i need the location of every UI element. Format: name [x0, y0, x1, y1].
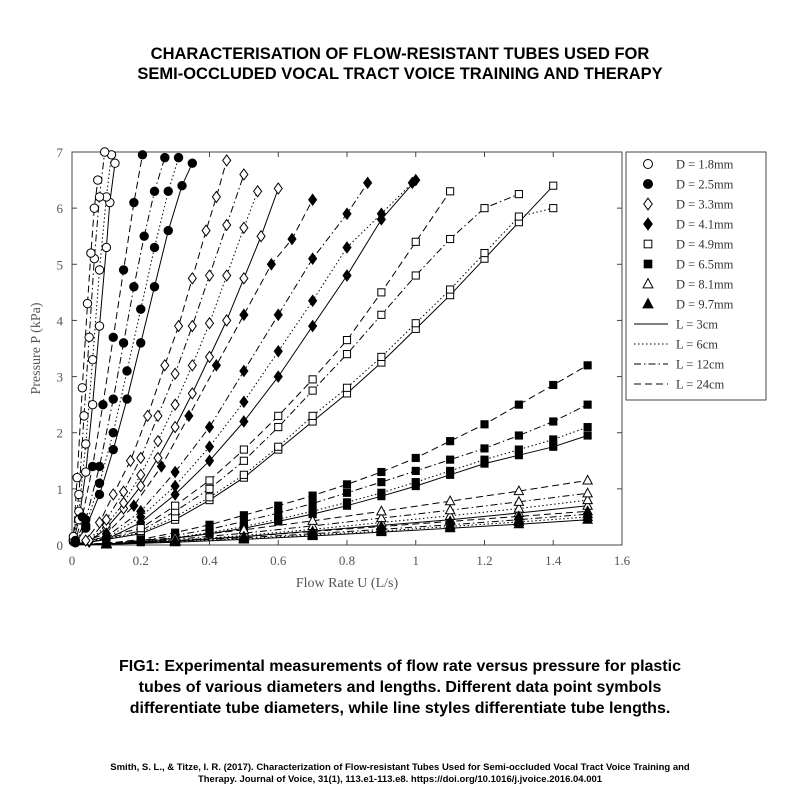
- data-point: [584, 424, 591, 431]
- legend: [626, 152, 766, 400]
- data-point: [481, 456, 488, 463]
- data-point: [109, 429, 117, 437]
- data-point: [73, 473, 81, 481]
- data-point: [309, 387, 316, 394]
- data-point: [309, 500, 316, 507]
- data-point: [126, 455, 134, 466]
- data-point: [412, 467, 419, 474]
- x-axis-label: Flow Rate U (L/s): [295, 576, 399, 591]
- legend-label: D = 8.1mm: [676, 277, 734, 292]
- data-point: [550, 205, 557, 212]
- data-point: [175, 321, 183, 332]
- data-point: [257, 231, 265, 242]
- citation: [30, 762, 770, 786]
- data-point: [82, 440, 90, 448]
- data-point: [309, 194, 317, 205]
- data-point: [412, 238, 419, 245]
- data-point: [130, 283, 138, 291]
- data-point: [447, 438, 454, 445]
- data-point: [288, 234, 296, 245]
- data-point: [138, 151, 146, 159]
- data-point: [96, 517, 104, 528]
- data-point: [150, 187, 158, 195]
- data-point: [109, 395, 117, 403]
- data-point: [378, 353, 385, 360]
- series-line: [72, 194, 519, 545]
- y-tick-label: 5: [56, 257, 63, 273]
- data-point: [188, 388, 196, 399]
- data-point: [88, 462, 96, 470]
- data-point: [206, 351, 214, 362]
- data-point: [71, 536, 79, 544]
- x-tick-label: 1.6: [613, 553, 631, 568]
- data-point: [202, 225, 210, 236]
- data-point: [240, 273, 248, 284]
- data-point: [309, 412, 316, 419]
- data-point: [95, 322, 103, 330]
- data-point: [188, 273, 196, 284]
- series-line: [72, 405, 588, 545]
- legend-label: D = 4.9mm: [676, 237, 734, 252]
- data-point: [88, 356, 96, 364]
- y-tick-label: 4: [56, 313, 63, 329]
- data-point: [309, 508, 316, 515]
- data-point: [223, 315, 231, 326]
- y-tick-label: 3: [56, 369, 63, 385]
- legend-label: D = 1.8mm: [676, 157, 734, 172]
- data-point: [137, 339, 145, 347]
- data-point: [309, 492, 316, 499]
- data-point: [109, 445, 117, 453]
- data-point: [275, 443, 282, 450]
- series-line: [72, 427, 588, 545]
- data-point: [550, 436, 557, 443]
- data-point: [447, 188, 454, 195]
- figure-title-line-1: CHARACTERISATION OF FLOW-RESISTANT TUBES USED FOR: [150, 45, 650, 63]
- x-tick-label: 0: [68, 553, 76, 568]
- data-point: [95, 479, 103, 487]
- data-point: [174, 153, 182, 161]
- data-point: [378, 468, 385, 475]
- figure-caption-line-2: tubes of various diameters and lengths. Different data point symbols: [138, 679, 662, 696]
- y-tick-label: 1: [56, 481, 63, 497]
- data-point: [240, 396, 248, 407]
- data-point: [378, 479, 385, 486]
- data-point: [378, 289, 385, 296]
- data-point: [206, 521, 213, 528]
- data-point: [343, 481, 350, 488]
- data-point: [343, 242, 351, 253]
- legend-marker: [644, 240, 652, 248]
- data-point: [447, 467, 454, 474]
- data-point: [164, 187, 172, 195]
- y-tick-label: 6: [56, 201, 63, 217]
- data-point: [550, 381, 557, 388]
- data-point: [343, 384, 350, 391]
- data-point: [78, 384, 86, 392]
- legend-label: D = 2.5mm: [676, 177, 734, 192]
- data-point: [161, 153, 169, 161]
- series-markers: [69, 148, 592, 548]
- y-tick-label: 7: [56, 145, 63, 160]
- data-point: [119, 266, 127, 274]
- data-point: [481, 445, 488, 452]
- series-line: [72, 158, 165, 545]
- data-point: [137, 536, 144, 543]
- data-point: [80, 412, 88, 420]
- data-point: [111, 159, 119, 167]
- data-point: [550, 443, 557, 450]
- data-point: [164, 226, 172, 234]
- data-point: [161, 360, 169, 371]
- data-point: [378, 489, 385, 496]
- data-point: [94, 176, 102, 184]
- x-tick-label: 0.6: [270, 553, 287, 568]
- legend-label: L = 6cm: [676, 337, 718, 352]
- data-point: [144, 410, 152, 421]
- data-point: [274, 183, 282, 194]
- data-point: [412, 454, 419, 461]
- data-point: [515, 432, 522, 439]
- data-point: [83, 299, 91, 307]
- legend-label: D = 3.3mm: [676, 197, 734, 212]
- data-point: [150, 243, 158, 251]
- data-point: [481, 205, 488, 212]
- data-point: [188, 360, 196, 371]
- data-point: [447, 456, 454, 463]
- data-point: [171, 368, 179, 379]
- data-point: [95, 490, 103, 498]
- data-point: [515, 191, 522, 198]
- data-point: [223, 155, 231, 166]
- data-point: [515, 401, 522, 408]
- data-point: [240, 222, 248, 233]
- data-point: [99, 400, 107, 408]
- data-point: [343, 499, 350, 506]
- data-point: [171, 422, 179, 433]
- data-point: [171, 399, 179, 410]
- y-axis-label: Pressure P (kPa): [29, 302, 44, 395]
- data-point: [223, 270, 231, 281]
- legend-label: D = 6.5mm: [676, 257, 734, 272]
- data-point: [515, 446, 522, 453]
- data-point: [275, 502, 282, 509]
- data-point: [95, 193, 103, 201]
- legend-label: L = 12cm: [676, 357, 725, 372]
- data-point: [378, 311, 385, 318]
- data-point: [140, 232, 148, 240]
- data-point: [82, 468, 90, 476]
- data-point: [412, 272, 419, 279]
- data-point: [240, 446, 247, 453]
- series-line: [72, 160, 227, 545]
- data-point: [550, 418, 557, 425]
- data-point: [343, 489, 350, 496]
- data-point: [447, 235, 454, 242]
- legend-label: L = 3cm: [676, 317, 718, 332]
- data-point: [584, 432, 591, 439]
- data-point: [137, 305, 145, 313]
- data-point: [254, 186, 262, 197]
- data-point: [123, 367, 131, 375]
- series-line: [72, 175, 244, 546]
- x-tick-label: 1: [412, 553, 419, 568]
- data-point: [240, 309, 248, 320]
- data-point: [583, 475, 592, 484]
- data-point: [206, 485, 213, 492]
- data-point: [364, 177, 372, 188]
- data-point: [550, 182, 557, 189]
- data-point: [240, 169, 248, 180]
- data-point: [240, 457, 247, 464]
- data-point: [343, 351, 350, 358]
- x-tick-label: 0.4: [201, 553, 218, 568]
- figure-caption: [40, 656, 760, 719]
- x-tick-label: 0.8: [338, 553, 356, 568]
- data-point: [90, 204, 98, 212]
- data-point: [275, 412, 282, 419]
- figure-caption-line-3: differentiate tube diameters, while line styles differentiate tube lengths.: [129, 700, 671, 717]
- data-point: [584, 362, 591, 369]
- series-lines: [72, 152, 588, 545]
- y-tick-label: 2: [56, 425, 63, 441]
- x-tick-label: 0.2: [132, 553, 149, 568]
- data-point: [102, 243, 110, 251]
- legend-marker: [644, 160, 653, 169]
- data-point: [154, 436, 162, 447]
- legend-marker: [644, 180, 653, 189]
- data-point: [85, 333, 93, 341]
- data-point: [275, 509, 282, 516]
- data-point: [446, 496, 455, 505]
- data-point: [481, 249, 488, 256]
- data-point: [584, 401, 591, 408]
- data-point: [309, 376, 316, 383]
- data-point: [154, 410, 162, 421]
- data-point: [130, 198, 138, 206]
- data-point: [137, 453, 145, 464]
- data-point: [206, 477, 213, 484]
- data-point: [515, 213, 522, 220]
- data-point: [583, 488, 592, 497]
- data-point: [185, 410, 193, 421]
- data-point: [78, 513, 86, 521]
- data-point: [95, 266, 103, 274]
- data-point: [150, 283, 158, 291]
- data-point: [212, 360, 220, 371]
- legend-label: L = 24cm: [676, 377, 725, 392]
- data-point: [137, 525, 144, 532]
- data-point: [100, 148, 108, 156]
- legend-marker: [644, 260, 652, 268]
- data-point: [447, 286, 454, 293]
- data-point: [223, 220, 231, 231]
- y-tick-label: 0: [56, 538, 63, 553]
- data-point: [206, 494, 213, 501]
- data-point: [240, 471, 247, 478]
- data-point: [88, 400, 96, 408]
- data-point: [172, 502, 179, 509]
- data-point: [119, 339, 127, 347]
- data-point: [481, 421, 488, 428]
- data-point: [123, 395, 131, 403]
- data-point: [206, 318, 214, 329]
- citation-line-2: Therapy. Journal of Voice, 31(1), 113.e1-113.e8. https://doi.org/10.1016/j.jvoice.2016.04.001: [197, 774, 603, 785]
- data-point: [171, 481, 179, 492]
- series-line: [72, 155, 112, 545]
- x-tick-label: 1.4: [545, 553, 562, 568]
- figure-caption-line-1: FIG1: Experimental measurements of flow rate versus pressure for plastic: [119, 658, 681, 675]
- data-point: [109, 333, 117, 341]
- citation-line-1: Smith, S. L., & Titze, I. R. (2017). Characterization of Flow-resistant Tubes Used for Semi-occluded Vocal Tract Voice Training and: [110, 762, 690, 773]
- data-point: [412, 479, 419, 486]
- data-point: [275, 424, 282, 431]
- x-tick-label: 1.2: [476, 553, 493, 568]
- data-point: [87, 249, 95, 257]
- data-point: [212, 191, 220, 202]
- series-line: [72, 155, 143, 545]
- data-point: [188, 159, 196, 167]
- data-point: [343, 337, 350, 344]
- data-point: [178, 181, 186, 189]
- data-point: [206, 270, 214, 281]
- legend-label: D = 9.7mm: [676, 297, 734, 312]
- data-point: [109, 489, 117, 500]
- figure-title-line-2: SEMI-OCCLUDED VOCAL TRACT VOICE TRAINING AND THERAPY: [137, 65, 663, 83]
- data-point: [188, 321, 196, 332]
- data-point: [412, 320, 419, 327]
- data-point: [240, 512, 247, 519]
- data-point: [75, 490, 83, 498]
- legend-label: D = 4.1mm: [676, 217, 734, 232]
